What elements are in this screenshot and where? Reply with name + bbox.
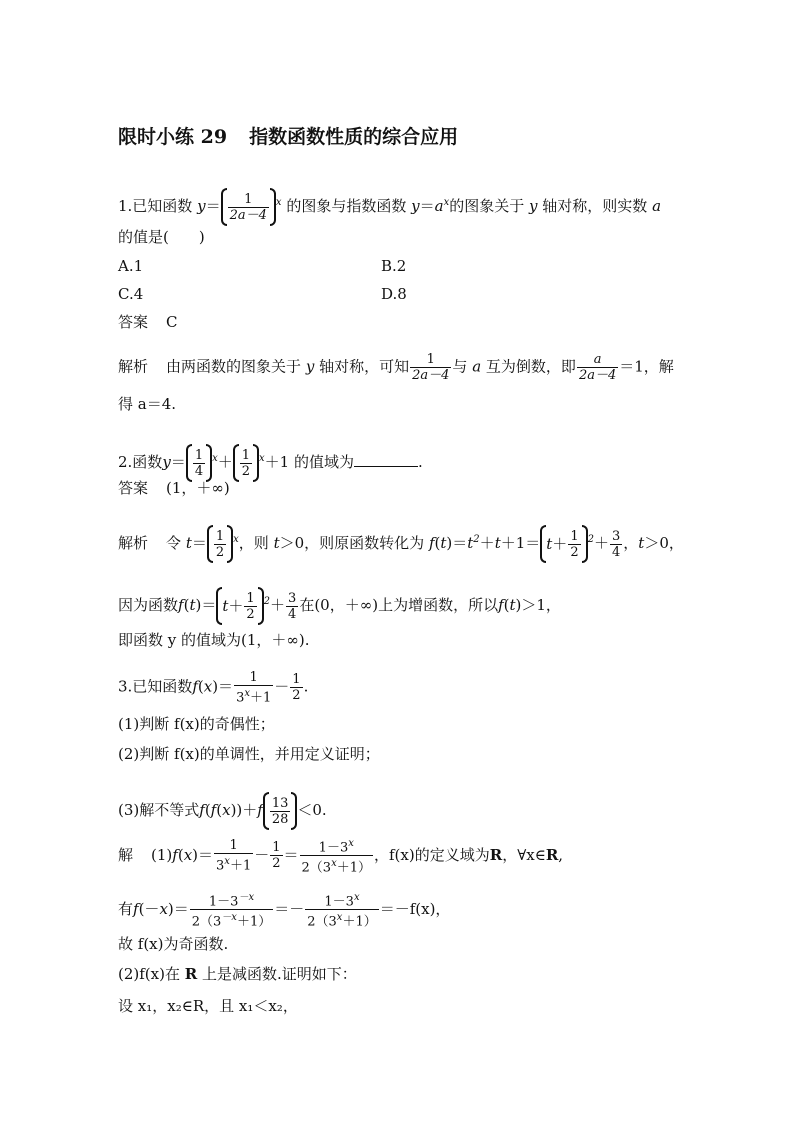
q1-option-c: C.4	[118, 285, 144, 303]
q3-solution-line4: (2)f(x)在 R 上是减函数.证明如下：	[118, 965, 357, 983]
q1-option-a: A.1	[118, 257, 144, 275]
q1-fraction: $\frac{1}{2a-4}$	[229, 191, 267, 223]
title-topic: 指数函数性质的综合应用	[249, 126, 459, 148]
q2-answer-blank	[354, 452, 418, 467]
page-title	[118, 122, 458, 149]
q1-stem-line1: 1.已知函数 y＝ $\frac{1}{2a-4}$ $^x$ 的图象与指数函数 $y=a^x$的图象关于 y 轴对称，则实数 a	[118, 188, 661, 226]
q3-part2: (2)判断 f(x)的单调性，并用定义证明；	[118, 745, 380, 763]
q1-answer: 答案 C	[118, 313, 178, 331]
q3-part1: (1)判断 f(x)的奇偶性；	[118, 715, 275, 733]
q2-answer: 答案 (1，＋∞)	[118, 479, 230, 497]
q2-stem: 2.函数y＝ $\frac{1}{4}$ $^x$＋ $\frac{1}{2}$ $^x$＋1 的值域为 .	[118, 444, 423, 482]
q2-analysis-line1: 解析 令 t＝ $\frac{1}{2}$ $^x$，则 t＞0，则原函数转化为 $f(t)=t^2+t+1=$ t ＋ $\frac{1}{2}$ $^2$＋ $\frac{3}{4}$ ，t＞0，	[118, 525, 684, 563]
q1-paren-expression	[221, 188, 276, 226]
q2-analysis-line3: 即函数 y 的值域为(1，＋∞).	[118, 631, 310, 649]
q1-option-d: D.8	[381, 285, 407, 303]
q2-analysis-line2: 因为函数f(t)＝ t ＋ $\frac{1}{2}$ $^2$＋ $\frac{3}{4}$ 在(0，＋∞)上为增函数，所以f(t)＞1，	[118, 587, 561, 625]
q3-stem: 3.已知函数f(x)＝ $\frac{1}{3^x+1}$ － $\frac{1}{2}$ .	[118, 670, 309, 706]
q3-solution-line1: 解 (1)f(x)＝ $\frac{1}{3^x+1}$ － $\frac{1}{2}$ ＝ $\frac{1-3^x}{2(3^x+1)}$ ，f(x)的定义域为R，∀x∈R,	[118, 838, 564, 876]
q3-solution-line5: 设 x₁，x₂∈R，且 x₁＜x₂，	[118, 997, 298, 1015]
title-number: 限时小练 29	[118, 126, 228, 148]
q1-analysis-line2: 得 a＝4.	[118, 395, 177, 413]
q3-solution-line3: 故 f(x)为奇函数.	[118, 935, 229, 953]
q3-solution-line2: 有f(－x)＝ $\frac{1-3^{-x}}{2(3^{-x}+1)}$ ＝－ $\frac{1-3^x}{2(3^x+1)}$ ＝－f(x)，	[118, 892, 451, 930]
q1-analysis-line1: 解析 由两函数的图象关于 y 轴对称，可知 $\frac{1}{2a-4}$ 与 a 互为倒数，即 $\frac{a}{2a-4}$ ＝1，解	[118, 352, 674, 383]
q1-stem-line2: 的值是( )	[118, 228, 205, 246]
q1-option-b: B.2	[381, 257, 407, 275]
q3-part3: (3)解不等式f(f(x))＋f $\frac{13}{28}$ ＜0.	[118, 792, 327, 830]
